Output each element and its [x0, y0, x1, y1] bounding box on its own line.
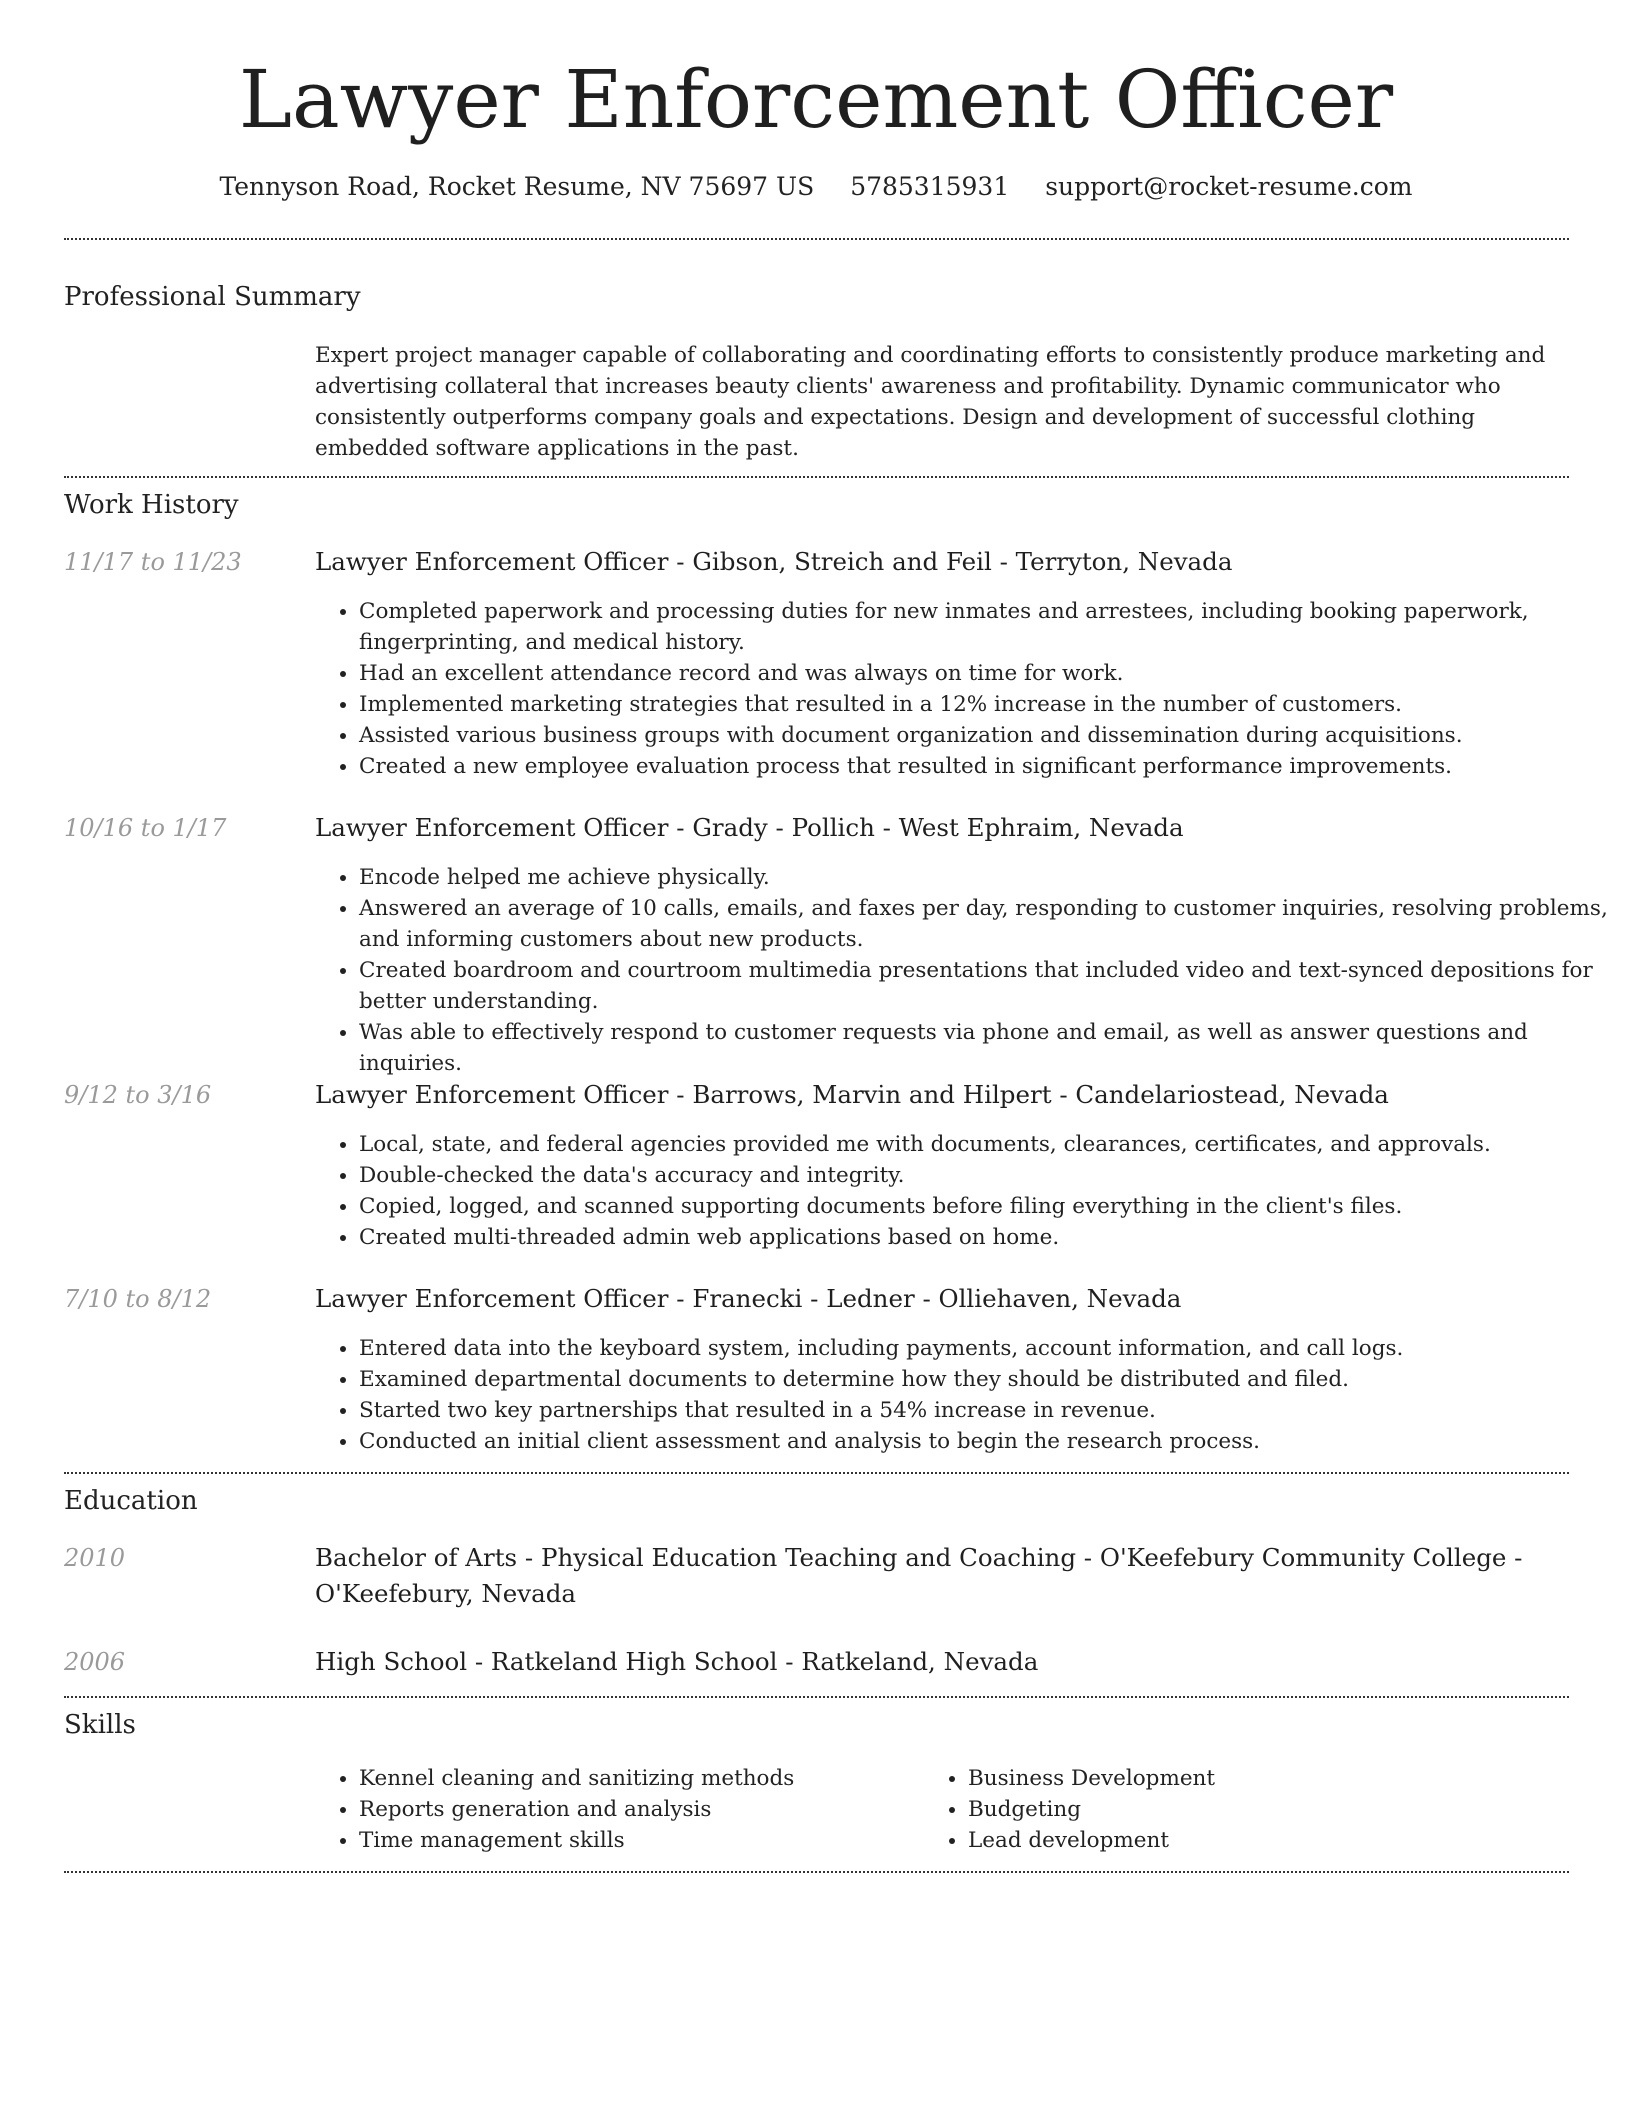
list-item: • Local, state, and federal agencies provided me with documents, clearances, certificates, and approvals.: [359, 1129, 1609, 1160]
list-item: • Answered an average of 10 calls, emails, and faxes per day, responding to customer inquiries, resolving problems, and informing customers about new products.: [359, 893, 1609, 955]
job-bullets: [315, 1333, 1609, 1457]
job-dates: 11/17 to 11/23: [64, 548, 242, 576]
job-dates: 9/12 to 3/16: [64, 1081, 212, 1109]
summary-text: Expert project manager capable of collaborating and coordinating efforts to consistently produce marketing and advertising collateral that increases beauty clients' awareness and profitability. Dynamic communicator who consistently outperforms company goals and expectations. Design and development of successful clothing embedded software applications in the past.: [315, 343, 1546, 461]
list-item: • Encode helped me achieve physically.: [359, 862, 1609, 893]
list-item: • Was able to effectively respond to customer requests via phone and email, as well as answer questions and inquiries.: [359, 1017, 1609, 1079]
contact-email: support@rocket-resume.com: [1045, 172, 1413, 201]
job-bullets: [315, 1129, 1609, 1253]
skill-item: • Time management skills: [359, 1825, 919, 1856]
section-title-skills: Skills: [64, 1710, 136, 1740]
skill-item: • Budgeting: [968, 1794, 1568, 1825]
contact-address: Tennyson Road, Rocket Resume, NV 75697 US: [219, 172, 815, 201]
list-item: • Double-checked the data's accuracy and integrity.: [359, 1160, 1609, 1191]
candidate-name: Lawyer Enforcement Officer: [238, 53, 1394, 146]
list-item: • Created multi-threaded admin web applications based on home.: [359, 1222, 1609, 1253]
list-item: • Started two key partnerships that resulted in a 54% increase in revenue.: [359, 1395, 1609, 1426]
job-title: Lawyer Enforcement Officer - Grady - Pollich - West Ephraim, Nevada: [315, 813, 1184, 842]
list-item: • Completed paperwork and processing duties for new inmates and arrestees, including booking paperwork, fingerprinting, and medical history.: [359, 596, 1609, 658]
divider: [64, 1871, 1569, 1873]
job-title: Lawyer Enforcement Officer - Gibson, Streich and Feil - Terryton, Nevada: [315, 547, 1233, 576]
education-title: Bachelor of Arts - Physical Education Teaching and Coaching - O'Keefebury Community College - O'Keefebury, Nevada: [315, 1543, 1523, 1608]
skills-list-left: [315, 1763, 919, 1856]
job-bullets: [315, 862, 1609, 1079]
list-item: • Created boardroom and courtroom multimedia presentations that included video and text-synced depositions for better understanding.: [359, 955, 1609, 1017]
list-item: • Implemented marketing strategies that resulted in a 12% increase in the number of customers.: [359, 689, 1609, 720]
list-item: • Copied, logged, and scanned supporting documents before filing everything in the client's files.: [359, 1191, 1609, 1222]
contact-line: [0, 170, 1632, 204]
job-dates: 7/10 to 8/12: [64, 1285, 212, 1313]
skills-list-right: [924, 1763, 1568, 1856]
divider: [64, 1472, 1569, 1474]
section-title-summary: Professional Summary: [64, 282, 361, 312]
job-dates: 10/16 to 1/17: [64, 814, 227, 842]
skill-item: • Lead development: [968, 1825, 1568, 1856]
section-title-education: Education: [64, 1486, 198, 1516]
list-item: • Conducted an initial client assessment and analysis to begin the research process.: [359, 1426, 1609, 1457]
education-title: High School - Ratkeland High School - Ratkeland, Nevada: [315, 1647, 1039, 1676]
divider: [64, 476, 1569, 478]
list-item: • Assisted various business groups with document organization and dissemination during acquisitions.: [359, 720, 1609, 751]
education-year: 2006: [64, 1648, 126, 1676]
skill-item: • Reports generation and analysis: [359, 1794, 919, 1825]
job-title: Lawyer Enforcement Officer - Franecki - Ledner - Olliehaven, Nevada: [315, 1284, 1182, 1313]
list-item: • Entered data into the keyboard system, including payments, account information, and call logs.: [359, 1333, 1609, 1364]
job-title: Lawyer Enforcement Officer - Barrows, Marvin and Hilpert - Candelariostead, Nevada: [315, 1080, 1389, 1109]
list-item: • Examined departmental documents to determine how they should be distributed and filed.: [359, 1364, 1609, 1395]
skill-item: • Business Development: [968, 1763, 1568, 1794]
job-bullets: [315, 596, 1609, 782]
divider: [64, 1696, 1569, 1698]
list-item: • Had an excellent attendance record and was always on time for work.: [359, 658, 1609, 689]
skill-item: • Kennel cleaning and sanitizing methods: [359, 1763, 919, 1794]
list-item: • Created a new employee evaluation process that resulted in significant performance improvements.: [359, 751, 1609, 782]
section-title-work-history: Work History: [64, 490, 239, 520]
divider: [64, 238, 1569, 240]
education-year: 2010: [64, 1544, 126, 1572]
contact-phone: 5785315931: [850, 172, 1010, 201]
